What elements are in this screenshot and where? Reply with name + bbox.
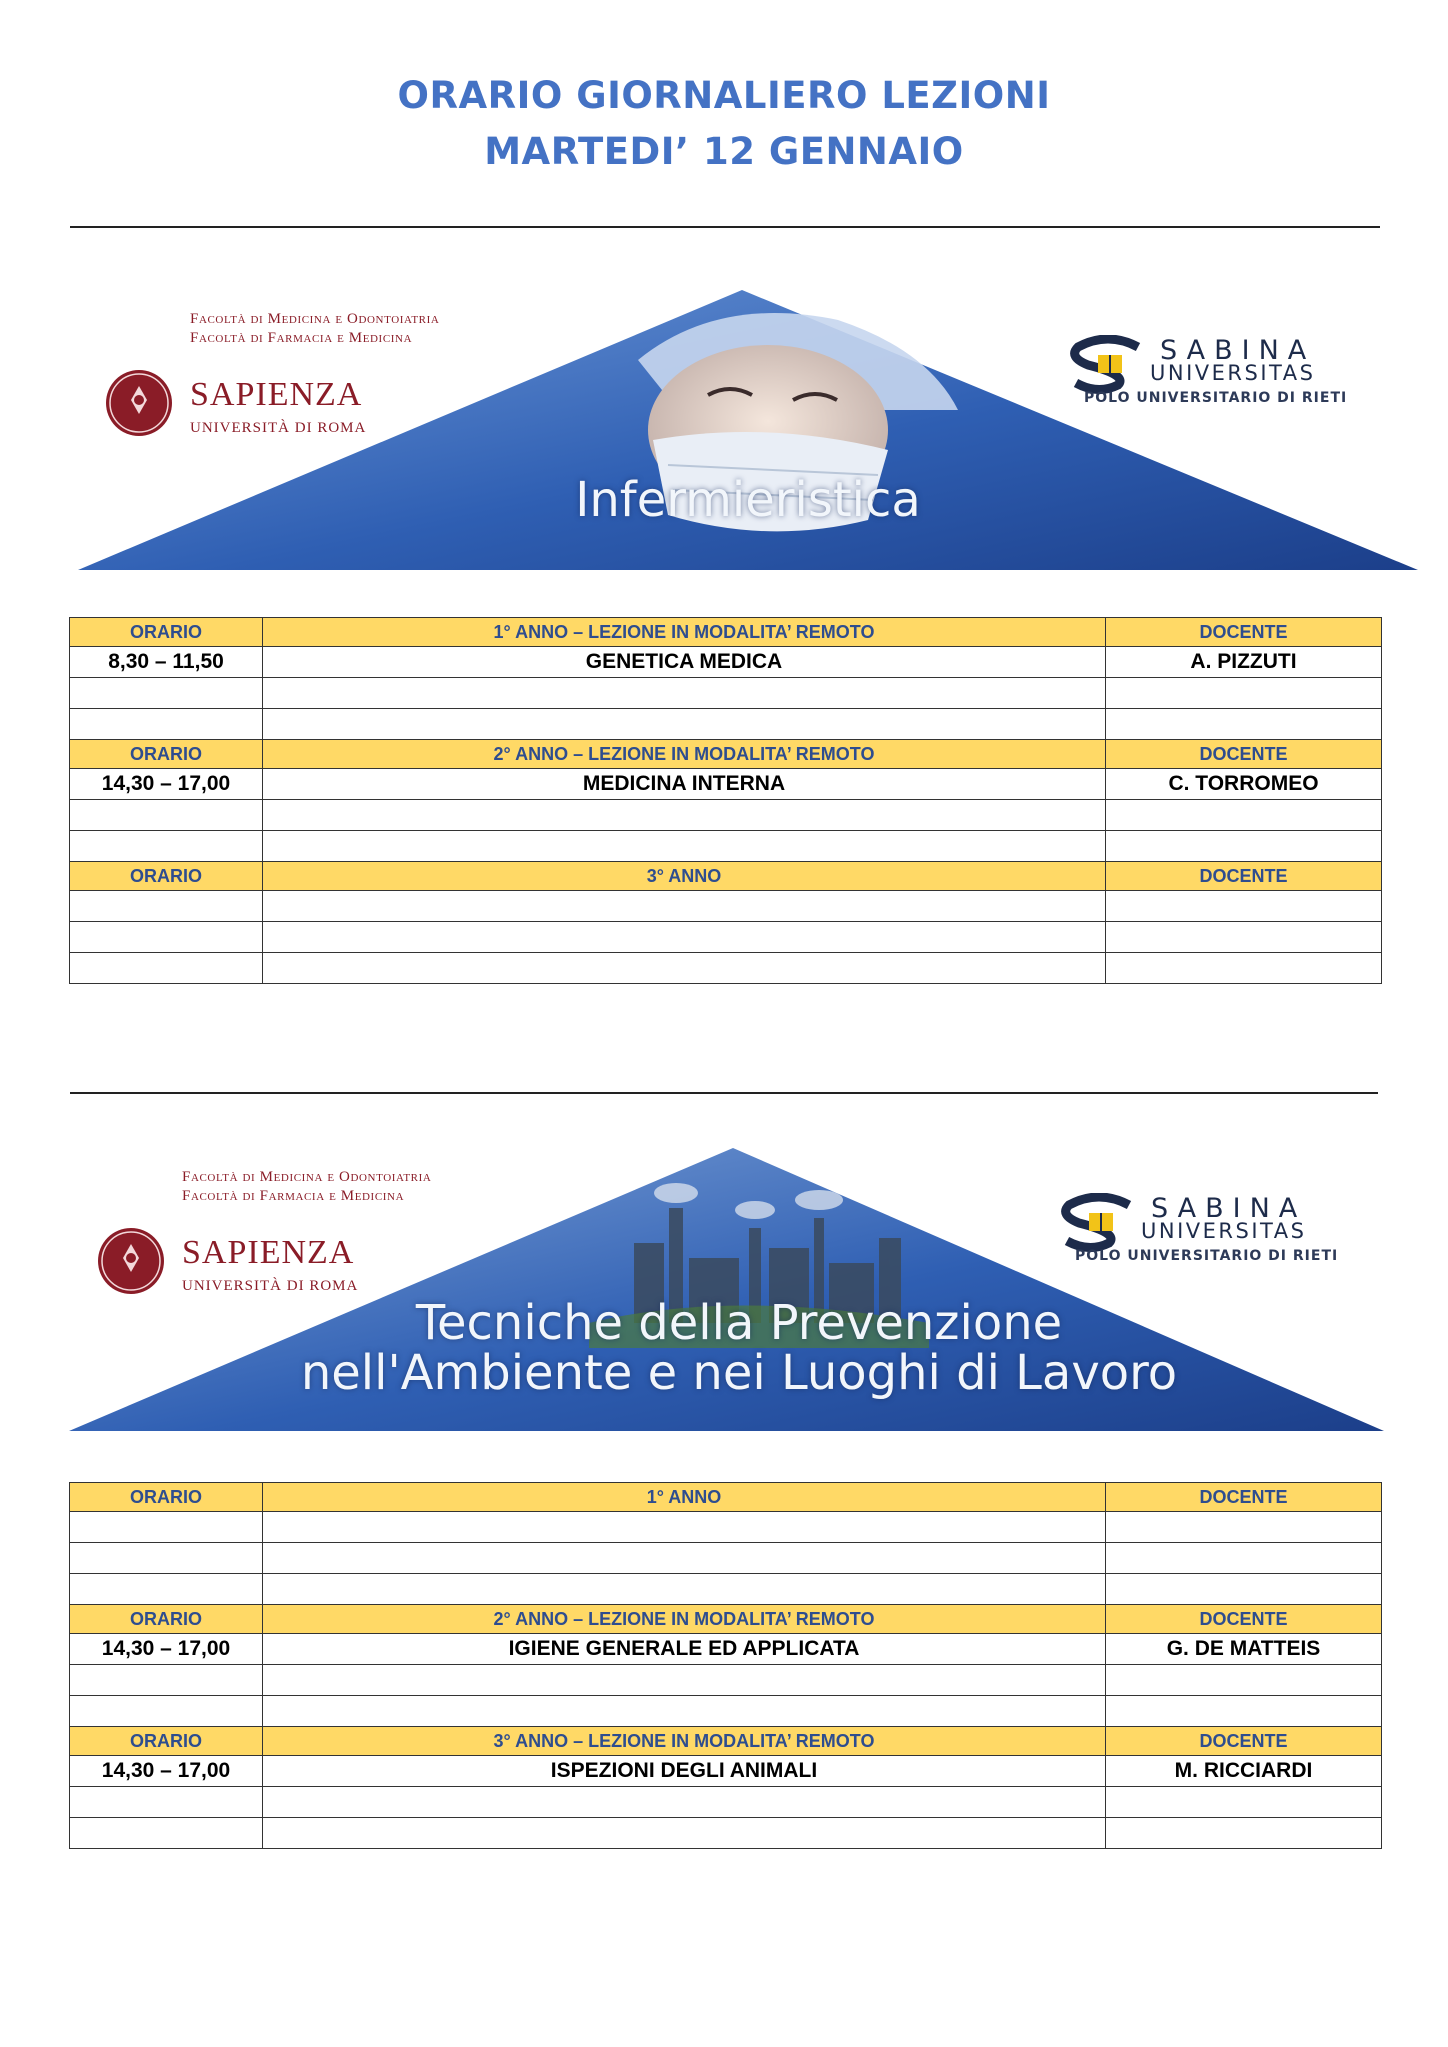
- table-row: [70, 831, 1382, 862]
- cell-lezione: [263, 953, 1106, 984]
- cell-lezione: [263, 678, 1106, 709]
- schedule-table-infermieristica: [69, 617, 1382, 984]
- cell-orario: [70, 953, 263, 984]
- table-header-row: [70, 740, 1382, 769]
- header-orario: ORARIO: [70, 740, 263, 769]
- cell-lezione: GENETICA MEDICA: [263, 647, 1106, 678]
- sabina-name: SABINA: [1160, 335, 1316, 366]
- header-docente: DOCENTE: [1106, 862, 1382, 891]
- header-docente: DOCENTE: [1106, 1483, 1382, 1512]
- cell-lezione: [263, 831, 1106, 862]
- cell-lezione: [263, 1665, 1106, 1696]
- cell-docente: [1106, 800, 1382, 831]
- cell-lezione: [263, 1818, 1106, 1849]
- sabina-universitas-logo: [1068, 335, 1358, 415]
- sapienza-seal-graphic: [106, 370, 172, 436]
- cell-docente: [1106, 953, 1382, 984]
- cell-docente: M. RICCIARDI: [1106, 1756, 1382, 1787]
- sabina-universitas: UNIVERSITAS: [1150, 361, 1316, 385]
- header-anno: 1° ANNO: [263, 1483, 1106, 1512]
- cell-docente: [1106, 678, 1382, 709]
- table-header-row: [70, 1605, 1382, 1634]
- cell-docente: [1106, 1574, 1382, 1605]
- cell-orario: [70, 1696, 263, 1727]
- cell-docente: [1106, 922, 1382, 953]
- sapienza-name: SAPIENZA: [190, 376, 363, 413]
- table-row: [70, 678, 1382, 709]
- header-anno: 3° ANNO: [263, 862, 1106, 891]
- header-anno: 2° ANNO – LEZIONE IN MODALITA’ REMOTO: [263, 1605, 1106, 1634]
- course-title-line: Tecniche della Prevenzione: [415, 1295, 1063, 1351]
- cell-docente: [1106, 1512, 1382, 1543]
- cell-docente: [1106, 1665, 1382, 1696]
- table-row: [70, 709, 1382, 740]
- cell-lezione: [263, 800, 1106, 831]
- cell-orario: [70, 709, 263, 740]
- faculty-line-2: Facoltà di Farmacia e Medicina: [190, 330, 413, 346]
- sapienza-seal-graphic: [98, 1228, 164, 1294]
- cell-docente: A. PIZZUTI: [1106, 647, 1382, 678]
- sapienza-logo-block: [182, 1168, 512, 1308]
- faculty-line-1: Facoltà di Medicina e Odontoiatria: [190, 311, 440, 327]
- table-row: [70, 1818, 1382, 1849]
- table-header-row: [70, 862, 1382, 891]
- header-docente: DOCENTE: [1106, 1605, 1382, 1634]
- cell-orario: [70, 1574, 263, 1605]
- course-title: [69, 1295, 1409, 1402]
- course-title-line: Infermieristica: [575, 472, 921, 528]
- table-row: [70, 1787, 1382, 1818]
- table-header-row: [70, 618, 1382, 647]
- course-title: [78, 472, 1418, 528]
- sabina-name: SABINA: [1151, 1193, 1307, 1224]
- cell-orario: 14,30 – 17,00: [70, 769, 263, 800]
- page-title-line2: MARTEDI’ 12 GENNAIO: [484, 130, 964, 173]
- cell-lezione: [263, 1787, 1106, 1818]
- table-row: [70, 922, 1382, 953]
- sapienza-university: UNIVERSITÀ DI ROMA: [182, 1278, 359, 1294]
- table-row: [70, 769, 1382, 800]
- table-row: [70, 1665, 1382, 1696]
- cell-orario: [70, 1512, 263, 1543]
- sabina-book-icon: [1068, 335, 1148, 395]
- table-row: [70, 1634, 1382, 1665]
- header-orario: ORARIO: [70, 618, 263, 647]
- table-header-row: [70, 1483, 1382, 1512]
- cell-orario: [70, 922, 263, 953]
- cell-lezione: IGIENE GENERALE ED APPLICATA: [263, 1634, 1106, 1665]
- cell-lezione: [263, 1574, 1106, 1605]
- header-docente: DOCENTE: [1106, 1727, 1382, 1756]
- cell-docente: [1106, 1696, 1382, 1727]
- table-row: [70, 891, 1382, 922]
- cell-docente: [1106, 1787, 1382, 1818]
- table-row: [70, 953, 1382, 984]
- cell-lezione: [263, 1696, 1106, 1727]
- course-banner-infermieristica: [78, 290, 1418, 575]
- sabina-polo: POLO UNIVERSITARIO DI RIETI: [1075, 1248, 1339, 1264]
- cell-orario: [70, 891, 263, 922]
- table-row: [70, 1696, 1382, 1727]
- cell-lezione: [263, 1512, 1106, 1543]
- sapienza-seal-icon: [98, 1228, 164, 1294]
- cell-lezione: [263, 1543, 1106, 1574]
- table-row: [70, 647, 1382, 678]
- cell-orario: 14,30 – 17,00: [70, 1634, 263, 1665]
- header-anno: 3° ANNO – LEZIONE IN MODALITA’ REMOTO: [263, 1727, 1106, 1756]
- cell-lezione: ISPEZIONI DEGLI ANIMALI: [263, 1756, 1106, 1787]
- header-docente: DOCENTE: [1106, 618, 1382, 647]
- cell-orario: [70, 1787, 263, 1818]
- table-row: [70, 1756, 1382, 1787]
- course-banner-prevenzione: [69, 1148, 1409, 1433]
- cell-orario: [70, 678, 263, 709]
- cell-lezione: [263, 709, 1106, 740]
- header-orario: ORARIO: [70, 1727, 263, 1756]
- course-title-line: nell'Ambiente e nei Luoghi di Lavoro: [300, 1345, 1178, 1402]
- cell-docente: [1106, 831, 1382, 862]
- table-row: [70, 800, 1382, 831]
- faculty-line-1: Facoltà di Medicina e Odontoiatria: [182, 1169, 432, 1185]
- sabina-universitas: UNIVERSITAS: [1141, 1219, 1307, 1243]
- schedule-table-prevenzione: [69, 1482, 1382, 1849]
- cell-lezione: [263, 891, 1106, 922]
- cell-lezione: MEDICINA INTERNA: [263, 769, 1106, 800]
- sapienza-name: SAPIENZA: [182, 1234, 355, 1271]
- cell-orario: 8,30 – 11,50: [70, 647, 263, 678]
- header-anno: 2° ANNO – LEZIONE IN MODALITA’ REMOTO: [263, 740, 1106, 769]
- table-row: [70, 1574, 1382, 1605]
- cell-orario: [70, 1665, 263, 1696]
- table-row: [70, 1543, 1382, 1574]
- cell-docente: [1106, 1818, 1382, 1849]
- sapienza-seal-icon: [106, 370, 172, 436]
- table-header-row: [70, 1727, 1382, 1756]
- sapienza-university: UNIVERSITÀ DI ROMA: [190, 420, 367, 436]
- cell-orario: 14,30 – 17,00: [70, 1756, 263, 1787]
- cell-orario: [70, 1543, 263, 1574]
- separator-rule: [70, 1092, 1378, 1094]
- cell-orario: [70, 800, 263, 831]
- sapienza-logo-block: [190, 310, 520, 450]
- page-title-line1: ORARIO GIORNALIERO LEZIONI: [397, 74, 1051, 117]
- cell-docente: [1106, 709, 1382, 740]
- header-orario: ORARIO: [70, 1483, 263, 1512]
- faculty-line-2: Facoltà di Farmacia e Medicina: [182, 1188, 405, 1204]
- sabina-polo: POLO UNIVERSITARIO DI RIETI: [1084, 390, 1348, 406]
- header-docente: DOCENTE: [1106, 740, 1382, 769]
- cell-docente: G. DE MATTEIS: [1106, 1634, 1382, 1665]
- cell-orario: [70, 831, 263, 862]
- cell-docente: C. TORROMEO: [1106, 769, 1382, 800]
- sabina-book-icon: [1059, 1193, 1139, 1253]
- table-row: [70, 1512, 1382, 1543]
- header-orario: ORARIO: [70, 1605, 263, 1634]
- cell-lezione: [263, 922, 1106, 953]
- cell-docente: [1106, 1543, 1382, 1574]
- header-anno: 1° ANNO – LEZIONE IN MODALITA’ REMOTO: [263, 618, 1106, 647]
- cell-docente: [1106, 891, 1382, 922]
- sabina-universitas-logo: [1059, 1193, 1349, 1273]
- cell-orario: [70, 1818, 263, 1849]
- header-orario: ORARIO: [70, 862, 263, 891]
- separator-rule: [70, 226, 1380, 228]
